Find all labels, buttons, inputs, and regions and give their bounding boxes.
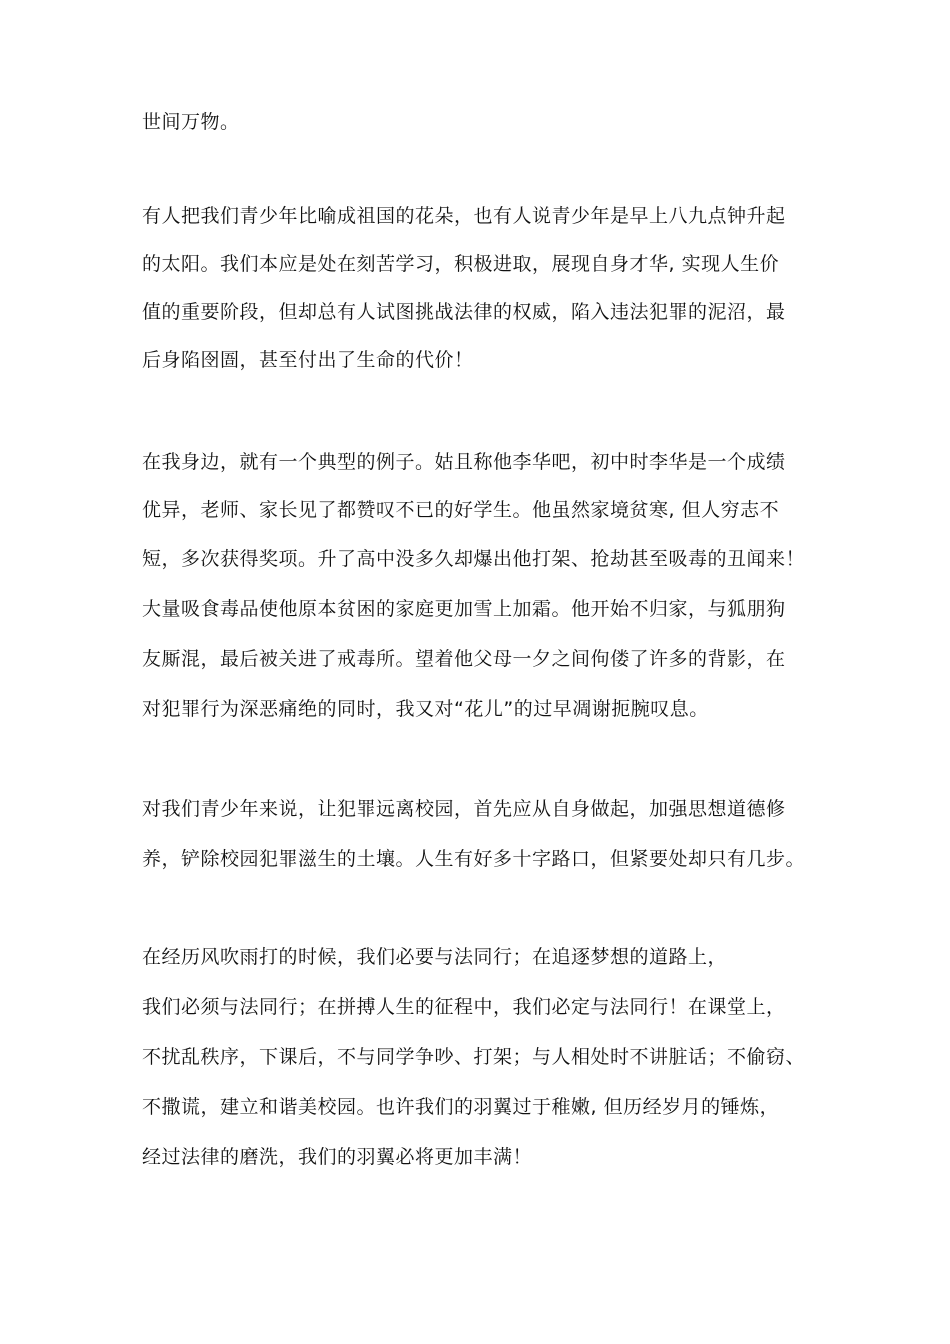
text-line: 的太阳。我们本应是处在刻苦学习，积极进取，展现自身才华, 实现人生价 xyxy=(142,253,780,275)
text-line: 优异，老师、家长见了都赞叹不已的好学生。他虽然家境贫寒, 但人穷志不 xyxy=(142,499,780,521)
text-line: 不撒谎，建立和谐美校园。也许我们的羽翼过于稚嫩, 但历经岁月的锤炼， xyxy=(142,1096,780,1118)
text-line: 世间万物。 xyxy=(142,111,240,133)
text-line: 友厮混，最后被关进了戒毒所。望着他父母一夕之间佝偻了许多的背影，在 xyxy=(142,648,786,670)
text-line: 大量吸食毒品使他原本贫困的家庭更加雪上加霜。他开始不归家，与狐朋狗 xyxy=(142,598,786,620)
text-line: 有人把我们青少年比喻成祖国的花朵，也有人说青少年是早上八九点钟升起 xyxy=(142,205,786,227)
text-line: 我们必须与法同行；在拼搏人生的征程中，我们必定与法同行！在课堂上， xyxy=(142,996,786,1018)
text-line: 对犯罪行为深恶痛绝的同时，我又对“花儿”的过早凋谢扼腕叹息。 xyxy=(142,698,709,720)
text-line: 对我们青少年来说，让犯罪远离校园，首先应从自身做起，加强思想道德修 xyxy=(142,798,786,820)
text-line: 值的重要阶段，但却总有人试图挑战法律的权威，陷入违法犯罪的泥沼，最 xyxy=(142,301,786,323)
text-line: 养，铲除校园犯罪滋生的土壤。人生有好多十字路口，但紧要处却只有几步。 xyxy=(142,848,806,870)
text-line: 经过法律的磨洗，我们的羽翼必将更加丰满！ xyxy=(142,1146,533,1168)
text-line: 短，多次获得奖项。升了高中没多久却爆出他打架、抢劫甚至吸毒的丑闻来！ xyxy=(142,548,806,570)
text-line: 在我身边，就有一个典型的例子。姑且称他李华吧，初中时李华是一个成绩 xyxy=(142,451,786,473)
text-line: 在经历风吹雨打的时候，我们必要与法同行；在追逐梦想的道路上， xyxy=(142,946,728,968)
text-line: 不扰乱秩序，下课后，不与同学争吵、打架；与人相处时不讲脏话；不偷窃、 xyxy=(142,1046,806,1068)
text-line: 后身陷囹圄，甚至付出了生命的代价！ xyxy=(142,349,474,371)
